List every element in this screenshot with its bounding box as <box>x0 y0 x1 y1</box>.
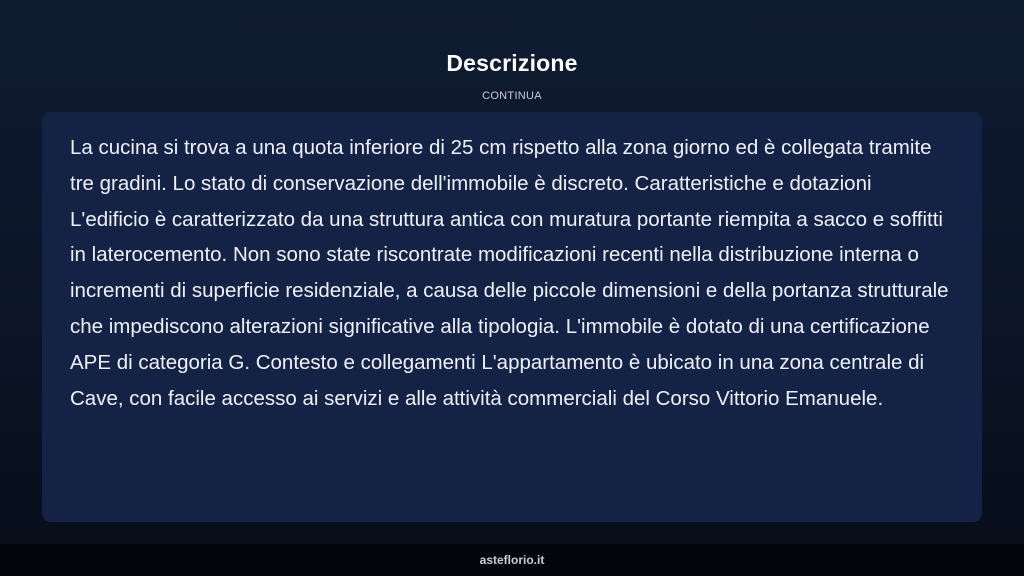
description-text: La cucina si trova a una quota inferiore di 25 cm rispetto alla zona giorno ed è collegata tramite tre gradini. Lo stato di conservazione dell'immobile è discreto. Caratteristiche e dotazioni L'edificio è caratterizzato da una struttura antica con muratura portante riempita a sacco e soffitti in laterocemento. Non sono state riscontrate modificazioni recenti nella distribuzione interna o incrementi di superficie residenziale, a causa delle piccole dimensioni e della portanza strutturale che impediscono alterazioni significative alla tipologia. L'immobile è dotato di una certificazione APE di categoria G. Contesto e collegamenti L'appartamento è ubicato in una zona centrale di Cave, con facile accesso ai servizi e alle attività commerciali del Corso Vittorio Emanuele. <box>70 136 949 410</box>
footer <box>0 544 1024 576</box>
continue-link[interactable]: CONTINUA <box>482 90 542 102</box>
description-card <box>42 112 982 522</box>
footer-site-name: asteflorio.it <box>479 553 545 567</box>
page-title: Descrizione <box>446 50 578 76</box>
